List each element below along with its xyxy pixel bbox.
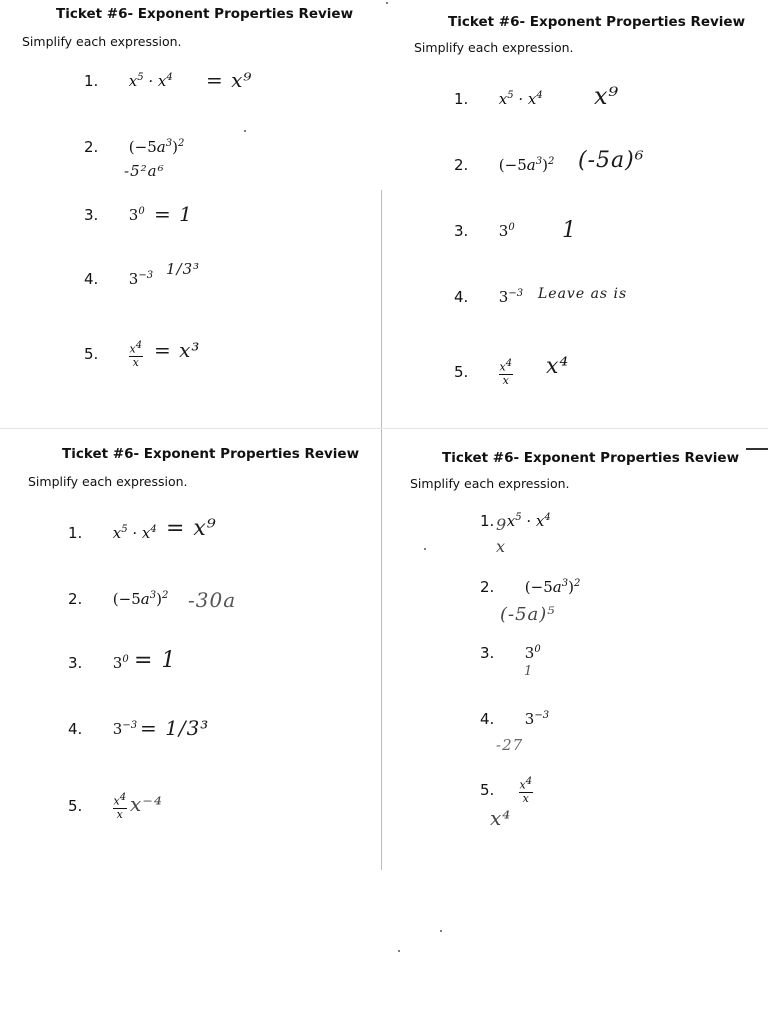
handwritten-answer-4: -27	[496, 736, 524, 754]
handwritten-answer-4: = 1/3³	[140, 716, 210, 740]
problem-4: 4. $3^{-3}$	[480, 710, 550, 728]
ticket-top-left	[16, 4, 376, 424]
ticket-instructions: Simplify each expression.	[28, 474, 188, 489]
problem-3: 3. $3^0$	[84, 206, 145, 224]
handwritten-answer-3: 1	[524, 664, 534, 679]
handwritten-answer-2: -5²a⁶	[124, 162, 165, 180]
ticket-bottom-right	[404, 446, 764, 866]
handwritten-answer-2: (-5a)⁵	[500, 604, 556, 625]
problem-1: 1. $x^5 \cdot x^4$	[84, 72, 173, 90]
handwritten-answer-3: = 1	[154, 202, 193, 226]
handwritten-answer-5: = x³	[154, 338, 201, 362]
problem-4: 4. $3^{-3}$	[68, 720, 138, 738]
problem-3: 3. $3^0$	[480, 644, 541, 662]
problem-1: 1. $x^5 \cdot x^4$	[480, 512, 551, 530]
problem-5: 5. $\frac{x^4}{x}$	[84, 340, 143, 369]
ticket-title: Ticket #6- Exponent Properties Review	[442, 450, 740, 466]
scan-speck	[244, 130, 246, 132]
problem-2: 2. $(-5a^3)^2$	[480, 578, 581, 596]
handwritten-answer-1: x⁹	[594, 82, 620, 110]
handwritten-answer-1: = x⁹	[166, 516, 217, 541]
scan-speck	[440, 930, 442, 932]
problem-2: 2. $(-5a^3)^2$	[68, 590, 169, 608]
scan-speck	[424, 548, 426, 550]
ticket-title: Ticket #6- Exponent Properties Review	[62, 446, 360, 462]
handwritten-answer-4: 1/3³	[166, 260, 201, 278]
problem-2: 2. $(-5a^3)^2$	[454, 156, 555, 174]
handwritten-answer-1: = x⁹	[206, 68, 253, 92]
handwritten-answer-5: x⁻⁴	[130, 792, 163, 816]
problem-4: 4. $3^{-3}$	[454, 288, 524, 306]
handwritten-answer-5: x⁴	[546, 354, 570, 379]
handwritten-answer-3: 1	[562, 218, 577, 243]
ticket-instructions: Simplify each expression.	[410, 476, 570, 491]
problem-4: 4. $3^{-3}$	[84, 270, 154, 288]
problem-5: 5. $\frac{x^4}{x}$	[480, 776, 533, 805]
problem-1: 1. $x^5 \cdot x^4$	[68, 524, 157, 542]
handwritten-answer-1: 9 x	[496, 515, 508, 556]
scan-speck	[398, 950, 400, 952]
handwritten-answer-4: Leave as is	[538, 286, 628, 302]
handwritten-answer-2: -30a	[188, 588, 237, 612]
problem-1: 1. $x^5 \cdot x^4$	[454, 90, 543, 108]
problem-5: 5. $\frac{x^4}{x}$	[68, 792, 127, 821]
ticket-top-right	[408, 10, 768, 430]
handwritten-answer-2: (-5a)⁶	[578, 148, 645, 173]
ticket-title: Ticket #6- Exponent Properties Review	[448, 14, 746, 30]
ticket-title: Ticket #6- Exponent Properties Review	[56, 6, 354, 22]
problem-5: 5. $\frac{x^4}{x}$	[454, 358, 513, 387]
problem-3: 3. $3^0$	[68, 654, 129, 672]
ticket-bottom-left	[22, 444, 382, 864]
ticket-instructions: Simplify each expression.	[22, 34, 182, 49]
ticket-instructions: Simplify each expression.	[414, 40, 574, 55]
scan-speck	[386, 2, 388, 4]
handwritten-answer-3: = 1	[134, 648, 177, 673]
handwritten-answer-5: x⁴	[490, 806, 512, 830]
problem-2: 2. $(-5a^3)^2$	[84, 138, 185, 156]
problem-3: 3. $3^0$	[454, 222, 515, 240]
